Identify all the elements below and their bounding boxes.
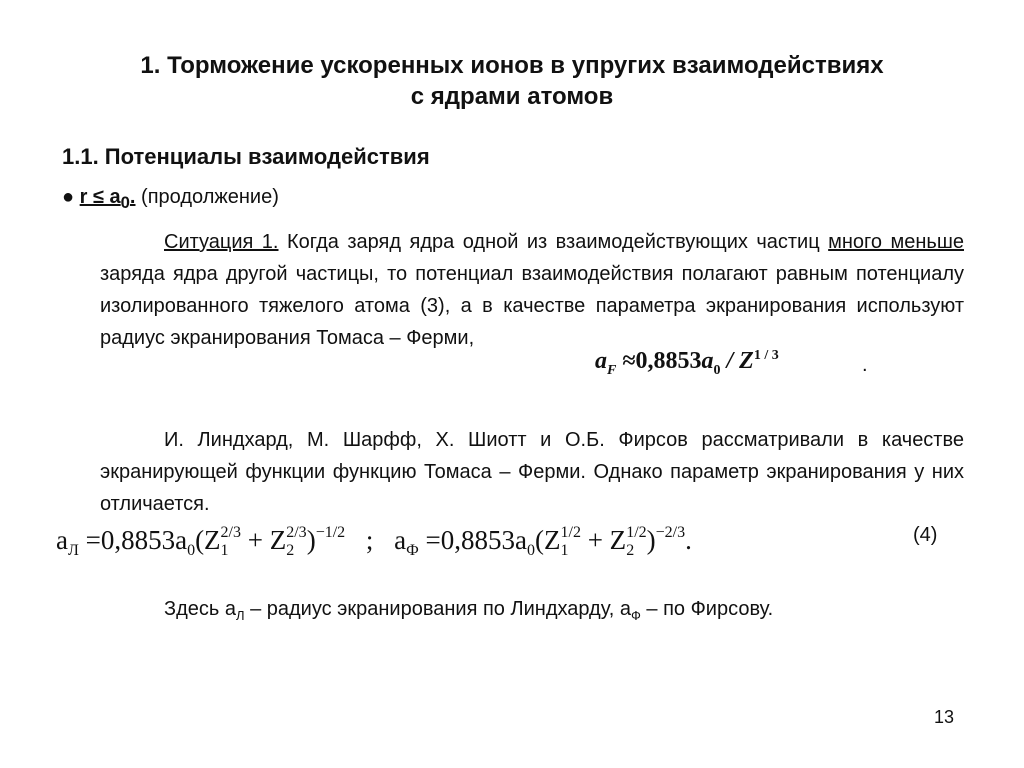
note-mid: – радиус экранирования по Линдхарду, a: [244, 598, 631, 620]
slide-title-line1: 1. Торможение ускоренных ионов в упругих взаимодействиях: [140, 52, 884, 79]
note-tail: – по Фирсову.: [640, 598, 774, 620]
aF2-outer-exponent: −2/3: [655, 524, 686, 541]
slide-title: [0, 50, 1024, 112]
aL-z1-subscript: 1: [220, 542, 229, 559]
aF2-value: =0,8853a: [425, 525, 528, 555]
aF2-end: .: [685, 525, 692, 555]
Z-exponent: 1 / 3: [753, 348, 779, 363]
aF2-z1-exponent: 1/2: [560, 524, 581, 541]
aF2-z1-subscript: 1: [560, 542, 569, 559]
aL-close: ): [306, 525, 316, 555]
aL-z2-exponent: 2/3: [286, 524, 307, 541]
aF2-z2-exponent: 1/2: [626, 524, 647, 541]
note-sub-lindhard: Л: [235, 608, 245, 623]
note-lead: Здесь a: [164, 598, 236, 620]
aF2-a0-subscript: 0: [527, 542, 536, 559]
aF-symbol: a: [595, 348, 607, 374]
bullet-continuation: (продолжение): [141, 186, 279, 208]
aL-symbol: a: [56, 525, 68, 555]
a0-symbol: a: [701, 348, 714, 374]
aL-plus: + Z: [247, 525, 287, 555]
div-Z: / Z: [726, 348, 754, 374]
aF2-open: (Z: [535, 525, 561, 555]
aF2-close: ): [646, 525, 656, 555]
page-number: 13: [934, 707, 955, 727]
section-heading: 1.1. Потенциалы взаимодействия: [62, 144, 430, 169]
situation-label: Ситуация 1.: [164, 231, 279, 253]
condition-tail: .: [129, 186, 136, 208]
aL-value: =0,8853a: [85, 525, 188, 555]
aF2-plus: + Z: [587, 525, 627, 555]
para1-text-b: заряда ядра другой частицы, то потенциал взаимодействия полагают равным потенциалу изолированного тяжелого атома (3), а в качестве параметра экранирования используют радиус экранирования Томаса – Ферми,: [100, 263, 964, 349]
formula-period: .: [862, 354, 868, 376]
para2-text: И. Линдхард, М. Шарфф, Х. Шиотт и О.Б. Фирсов рассматривали в качестве экранирующей функции функцию Томаса – Ферми. Однако параметр экранирования у них отличается.: [100, 429, 964, 515]
paragraph-lindhard-firsov: [100, 424, 964, 520]
para1-emphasis: много меньше: [828, 231, 964, 253]
aL-z2-subscript: 2: [286, 542, 295, 559]
aL-open: (Z: [195, 525, 221, 555]
equation-number: (4): [913, 524, 938, 546]
bullet-line: [62, 186, 279, 213]
paragraph-situation-1: [100, 226, 964, 354]
equation-4: [56, 524, 692, 560]
note-sub-firsov: Ф: [630, 608, 641, 623]
bullet-condition: [79, 186, 136, 212]
aF2-subscript: Ф: [406, 542, 419, 559]
aF-subscript: F: [607, 362, 617, 378]
equation-separator: ;: [365, 525, 374, 555]
approx-value: ≈0,8853: [622, 348, 702, 374]
aL-z1-exponent: 2/3: [220, 524, 241, 541]
para1-text-a: Когда заряд ядра одной из взаимодействующих частиц: [278, 231, 829, 253]
slide-title-line2: с ядрами атомов: [410, 83, 614, 110]
aL-subscript: Л: [67, 542, 79, 559]
bullet-marker: ●: [62, 186, 75, 208]
a0-subscript: 0: [713, 362, 721, 378]
aF2-z2-subscript: 2: [626, 542, 635, 559]
aL-a0-subscript: 0: [187, 542, 196, 559]
aF2-symbol: a: [394, 525, 407, 555]
aL-outer-exponent: −1/2: [315, 524, 346, 541]
note-line: [164, 598, 773, 623]
thomas-fermi-formula: [595, 348, 779, 379]
condition-subscript: 0: [120, 193, 130, 212]
condition-text: r ≤ a: [79, 186, 121, 208]
